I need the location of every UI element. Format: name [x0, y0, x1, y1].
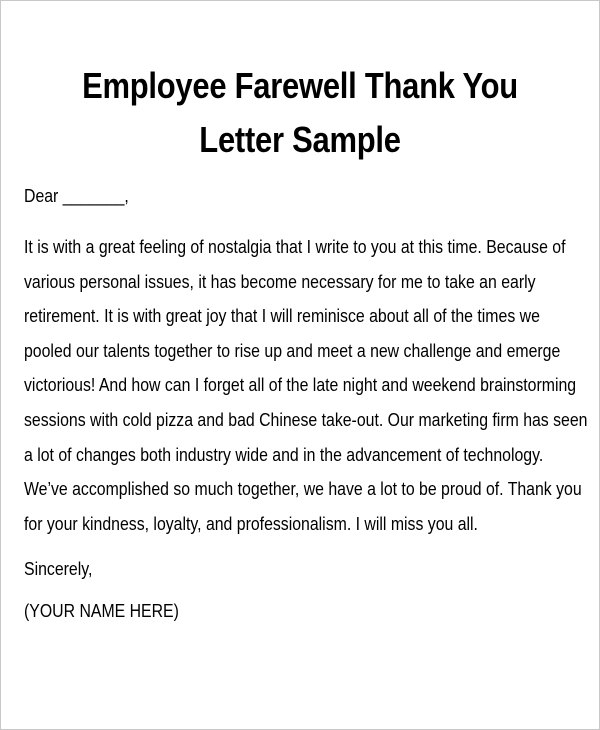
- closing: [24, 555, 584, 583]
- body-line: sessions with cold pizza and bad Chinese take-out. Our marketing firm has seen: [24, 409, 588, 430]
- body-line: various personal issues, it has become necessary for me to take an early: [24, 271, 536, 292]
- body-line: retirement. It is with great joy that I will reminisce about all of the times we: [24, 306, 540, 327]
- body-line: victorious! And how can I forget all of the late night and weekend brainstorming: [24, 375, 577, 396]
- signature-text: (YOUR NAME HERE): [24, 601, 179, 622]
- body-line: pooled our talents together to rise up and meet a new challenge and emerge: [24, 340, 561, 361]
- signature: [24, 597, 584, 625]
- body-line: a lot of changes both industry wide and in the advancement of technology.: [24, 444, 544, 465]
- letter-content: [24, 182, 588, 625]
- title-line-2: Letter Sample: [199, 119, 401, 160]
- letter-body: [24, 230, 588, 541]
- salutation: [24, 182, 584, 210]
- closing-text: Sincerely,: [24, 559, 93, 580]
- page-title: [43, 59, 557, 167]
- title-line-1: Employee Farewell Thank You: [82, 65, 518, 106]
- body-line: for your kindness, loyalty, and professionalism. I will miss you all.: [24, 513, 478, 534]
- body-line: It is with a great feeling of nostalgia that I write to you at this time. Because of: [24, 237, 566, 257]
- body-line: We’ve accomplished so much together, we have a lot to be proud of. Thank you: [24, 479, 582, 500]
- salutation-text: Dear _______,: [24, 186, 129, 206]
